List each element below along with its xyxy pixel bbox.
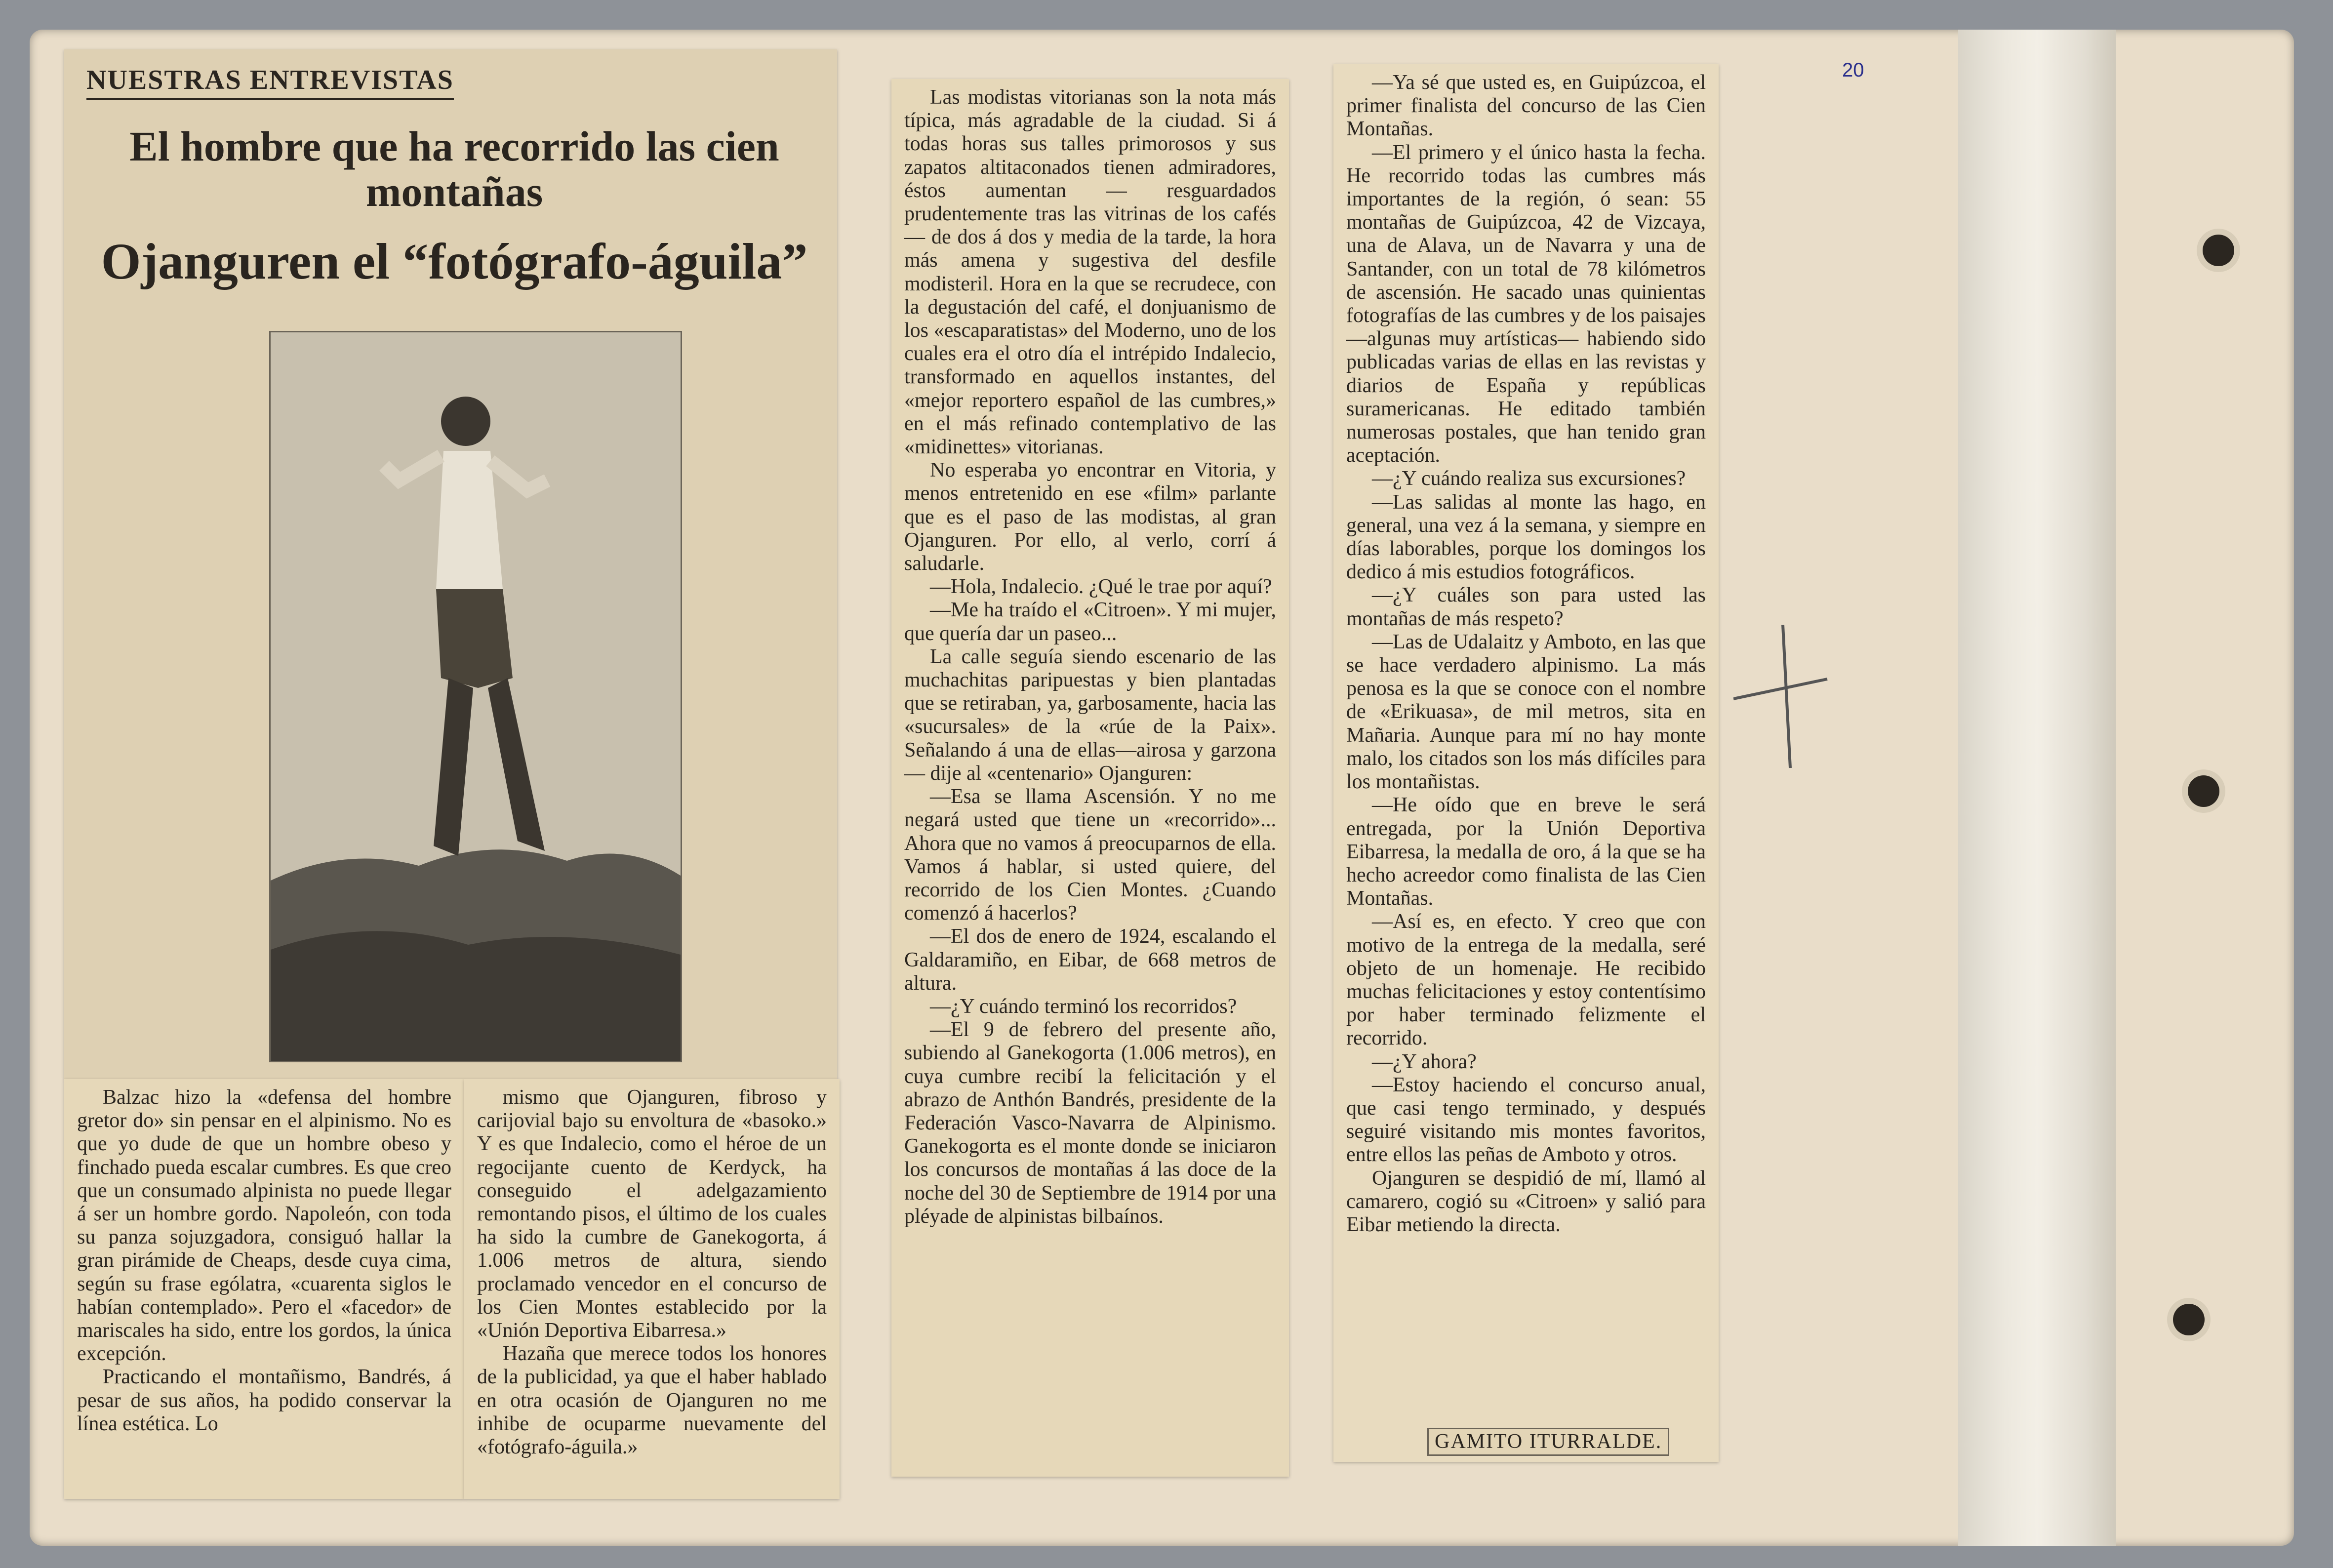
pencil-cross-mark xyxy=(1733,625,1832,773)
paragraph: —He oído que en breve le será entregada, por la Unión Deportiva Eibarresa, la medalla de oro, á la que se ha hecho acreedor como finalista de las Cien Montañas. xyxy=(1346,794,1706,910)
paragraph: Las modistas vitorianas son la nota más típica, más agradable de la ciudad. Si á todas horas sus talles primorosos y sus zapatos altitaconados tienen admiradores, éstos aumentan — resguardados prudentemente tras las vitrinas de los cafés— de dos á dos y media de la tarde, la hora más amena y sugestiva del desfile modisteril. Hora en la que se recrudece, con la degustación del café, el donjuanismo de los «escaparatistas» del Moderno, uno de los cuales era el otro día el intrépido Indalecio, transformado en aquellos instantes, del «mejor reportero español de las cumbres,» en el más refinado contemplativo de las «midinettes» vitorianas. xyxy=(904,86,1276,459)
mountaineer-photo xyxy=(269,331,682,1062)
paragraph: —Las de Udalaitz y Amboto, en las que se hace verdadero alpinismo. La más penosa es la que se conoce con el nombre de «Erikuasa», de mil metros, sita en Mañaria. Aunque para mí no hay monte malo, los citados son los más difíciles para los montañistas. xyxy=(1346,630,1706,794)
paragraph: —Ya sé que usted es, en Guipúzcoa, el primer finalista del concurso de las Cien Montañas. xyxy=(1346,71,1706,141)
paragraph: —¿Y ahora? xyxy=(1372,1050,1477,1073)
paragraph: —¿Y cuáles son para usted las montañas de más respeto? xyxy=(1346,584,1706,630)
mountaineer-photo-icon xyxy=(271,332,681,1061)
paragraph: —El dos de enero de 1924, escalando el Galdaramiño, en Eibar, de 668 metros de altura. xyxy=(904,925,1276,995)
paragraph: Balzac hizo la «defensa del hombre gretor do» sin pensar en el alpinismo. No es que yo dude de que un hombre obeso y finchado pueda escalar cumbres. Es que creo que un consumado alpinista no puede llegar á ser un hombre gordo. Napoleón, con toda su panza sojuzgadora, consiguó hallar la gran pirámide de Cheaps, desde cuya cima, según su frase ególatra, «cuarenta siglos le habían contemplado». Pero el «facedor» de mariscales ha sido, entre los gordos, la única excepción. xyxy=(77,1086,451,1366)
paragraph: —Así es, en efecto. Y creo que con motivo de la entrega de la medalla, seré objeto de un homenaje. He recibido muchas felicitaciones y estoy contentísimo por haber terminado felizmente el recorrido. xyxy=(1346,910,1706,1050)
paragraph: —Me ha traído el «Citroen». Y mi mujer, que quería dar un paseo... xyxy=(904,599,1276,645)
paragraph: —Hola, Indalecio. ¿Qué le trae por aquí? xyxy=(930,575,1272,599)
paragraph: —Esa se llama Ascensión. Y no me negará usted que tiene un «recorrido»... Ahora que no vamos á preocuparnos de ella. Vamos á hablar, si usted quiere, del recorrido de los Cien Montes. ¿Cuando comenzó á hacerlos? xyxy=(904,785,1276,925)
page-number: 20 xyxy=(1842,59,1864,81)
paragraph: No esperaba yo encontrar en Vitoria, y menos entretenido en ese «film» parlante que es el paso de las modistas, al gran Ojanguren. Por ello, al verlo, corrí á saludarle. xyxy=(904,459,1276,575)
section-label: NUESTRAS ENTREVISTAS xyxy=(86,64,454,100)
binding-hole xyxy=(2173,1304,2205,1335)
paragraph: Practicando el montañismo, Bandrés, á pesar de sus años, ha podido conservar la línea estética. Lo xyxy=(77,1366,451,1435)
article-column-1 xyxy=(64,1079,464,1499)
author-signature: GAMITO ITURRALDE. xyxy=(1427,1428,1669,1456)
paragraph: Ojanguren se despidió de mí, llamó al camarero, cogió su «Citroen» y salió para Eibar metiendo la directa. xyxy=(1346,1166,1706,1236)
paragraph: Hazaña que merece todos los honores de la publicidad, ya que el haber hablado en otra ocasión de Ojanguren no me inhibe de ocuparme nuevamente del «fotógrafo-águila.» xyxy=(477,1342,827,1459)
paragraph: —¿Y cuándo realiza sus excursiones? xyxy=(1372,467,1686,490)
binding-strip xyxy=(1958,30,2116,1546)
paragraph: —Estoy haciendo el concurso anual, que casi tengo terminado, y después seguiré visitando mis montes favoritos, entre ellos las peñas de Amboto y otros. xyxy=(1346,1073,1706,1166)
article-column-2 xyxy=(464,1079,840,1499)
paragraph: La calle seguía siendo escenario de las muchachitas paripuestas y bien plantadas que se retiraban, ya, garbosamente, hacia las «sucursales» de la «rúe de la Paix». Señalando á una de ellas—airosa y garzona— dije al «centenario» Ojanguren: xyxy=(904,645,1276,785)
article-column-3 xyxy=(891,79,1289,1477)
paragraph: —Las salidas al monte las hago, en general, una vez á la semana, y siempre en días laborables, porque los domingos los dedico á mis estudios fotográficos. xyxy=(1346,490,1706,584)
paragraph: —¿Y cuándo terminó los recorridos? xyxy=(930,995,1237,1018)
paragraph: —El 9 de febrero del presente año, subiendo al Ganekogorta (1.006 metros), en cuya cumbre recibí la felicitación y el abrazo de Anthón Bandrés, presidente de la Federación Vasco-Navarra de Alpinismo. Ganekogorta es el monte donde se iniciaron los concursos de montañas á las doce de la noche del 30 de Septiembre de 1914 por una pléyade de alpinistas bilbaínos. xyxy=(904,1018,1276,1228)
article-headline: El hombre que ha recorrido las cien montañas xyxy=(129,122,779,215)
binding-hole xyxy=(2188,775,2219,807)
paragraph: mismo que Ojanguren, fibroso y carijovial bajo su envoltura de «basoko.» Y es que Indalecio, como el héroe de un regocijante cuento de Kerdyck, ha conseguido el adelgazamiento remontando pisos, el último de los cuales ha sido la cumbre de Ganekogorta, á 1.006 metros de altura, siendo proclamado vencedor en el concurso de los Cien Montes establecido por la «Unión Deportiva Eibarresa.» xyxy=(477,1086,827,1342)
paragraph: —El primero y el único hasta la fecha. He recorrido todas las cumbres más importantes de la región, ó sean: 55 montañas de Guipúzcoa, 42 de Vizcaya, una de Alava, un de Navarra y una de Santander, con un total de 78 kilómetros de ascensión. He sacado unas quinientas fotografías de las cumbres y de los paisajes—algunas muy artísticas— habiendo sido publicadas varias de ellas en las revistas y diarios de España y repúblicas suramericanas. He editado también numerosas postales, que han tenido gran aceptación. xyxy=(1346,141,1706,467)
binding-hole xyxy=(2203,235,2234,266)
article-subhead: Ojanguren el “fotógrafo-águila” xyxy=(101,233,808,290)
article-column-4 xyxy=(1333,64,1719,1462)
headline-clipping xyxy=(64,49,837,1079)
